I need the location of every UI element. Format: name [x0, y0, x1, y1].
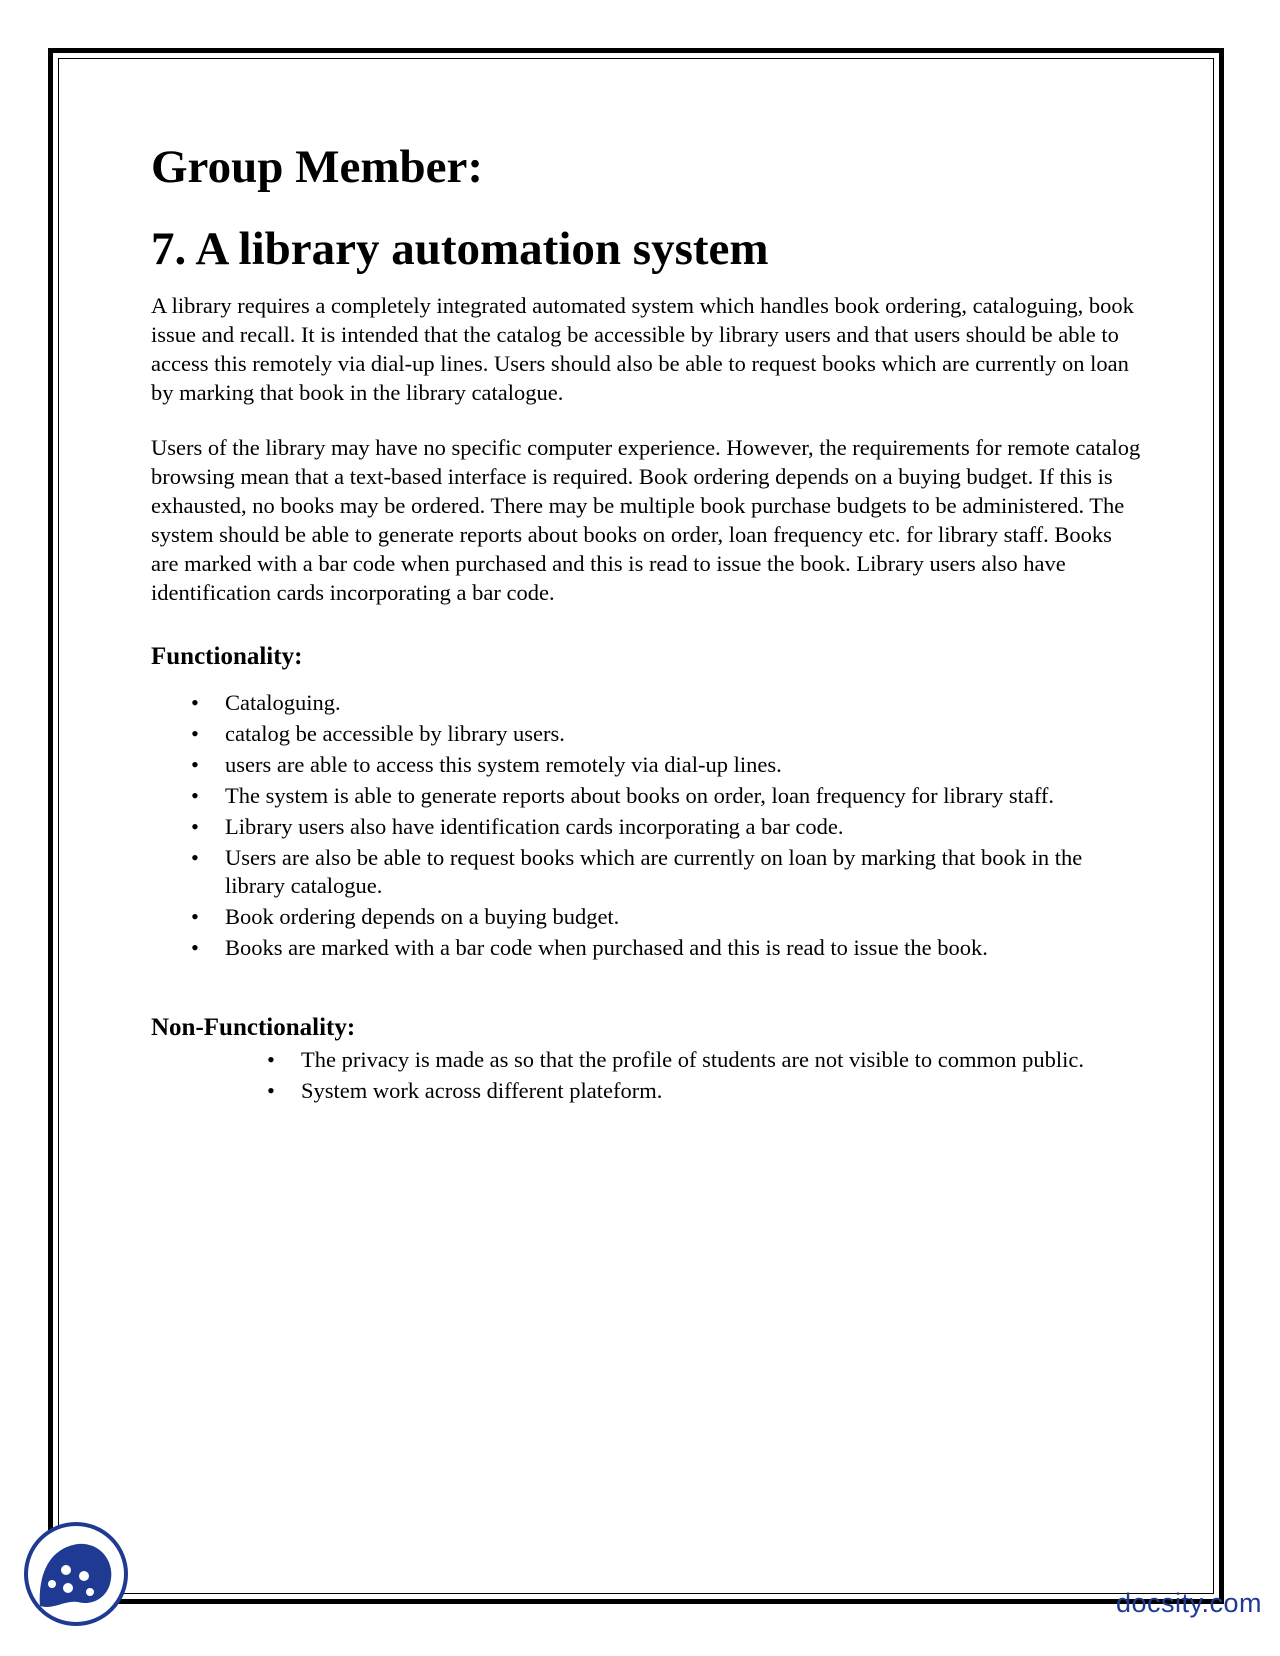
list-item: • Books are marked with a bar code when purchased and this is read to issue the book.: [191, 935, 988, 961]
docsity-brand-link[interactable]: docsity.com: [1115, 1588, 1262, 1618]
list-item: • Library users also have identification cards incorporating a bar code.: [191, 814, 844, 840]
list-item: • The system is able to generate reports about books on order, loan frequency for library staff.: [191, 783, 1055, 809]
bullet-icon: •: [191, 721, 199, 747]
non-functionality-list: [151, 1046, 1141, 1105]
list-item: • System work across different plateform.: [267, 1078, 663, 1104]
bullet-icon: •: [191, 752, 199, 778]
list-item: • catalog be accessible by library users.: [191, 721, 565, 747]
list-item: • Cataloguing.: [191, 690, 341, 716]
project-title: 7. A library automation system: [151, 222, 769, 275]
bullet-icon: •: [191, 814, 199, 840]
bullet-icon: •: [191, 783, 199, 809]
bullet-icon: •: [267, 1078, 275, 1104]
requirements-paragraph: Users of the library may have no specific computer experience. However, the requirements for remote catalog browsing mean that a text-based interface is required. Book ordering depends on a buying budget. If this is exhausted, no books may be ordered. There may be multiple book purchase budgets to be administered. The system should be able to generate reports about books on order, loan frequency etc. for library staff. Books are marked with a bar code when purchased and this is read to issue the book. Library users also have identification cards incorporating a bar code.: [151, 435, 1141, 606]
bullet-icon: •: [191, 845, 199, 871]
docsity-logo-icon[interactable]: [20, 1518, 132, 1630]
list-item: • Users are also be able to request books which are currently on loan by marking that book in the library catalogue.: [191, 845, 1083, 899]
bullet-icon: •: [267, 1047, 275, 1073]
bullet-icon: •: [191, 935, 199, 961]
functionality-list: [151, 689, 1141, 962]
non-functionality-heading: Non-Functionality:: [151, 1014, 356, 1042]
group-member-heading: Group Member:: [151, 141, 483, 193]
bullet-icon: •: [191, 904, 199, 930]
intro-paragraph: A library requires a completely integrated automated system which handles book ordering, cataloguing, book issue and recall. It is intended that the catalog be accessible by library users and that users should be able to access this remotely via dial-up lines. Users should also be able to request books which are currently on loan by marking that book in the library catalogue.: [151, 293, 1134, 406]
list-item: • Book ordering depends on a buying budget.: [191, 904, 620, 930]
document-body: [151, 142, 1141, 1108]
list-item: • users are able to access this system remotely via dial-up lines.: [191, 752, 782, 778]
list-item: • The privacy is made as so that the profile of students are not visible to common public.: [267, 1047, 1084, 1073]
functionality-heading: Functionality:: [151, 643, 303, 671]
bullet-icon: •: [191, 690, 199, 716]
